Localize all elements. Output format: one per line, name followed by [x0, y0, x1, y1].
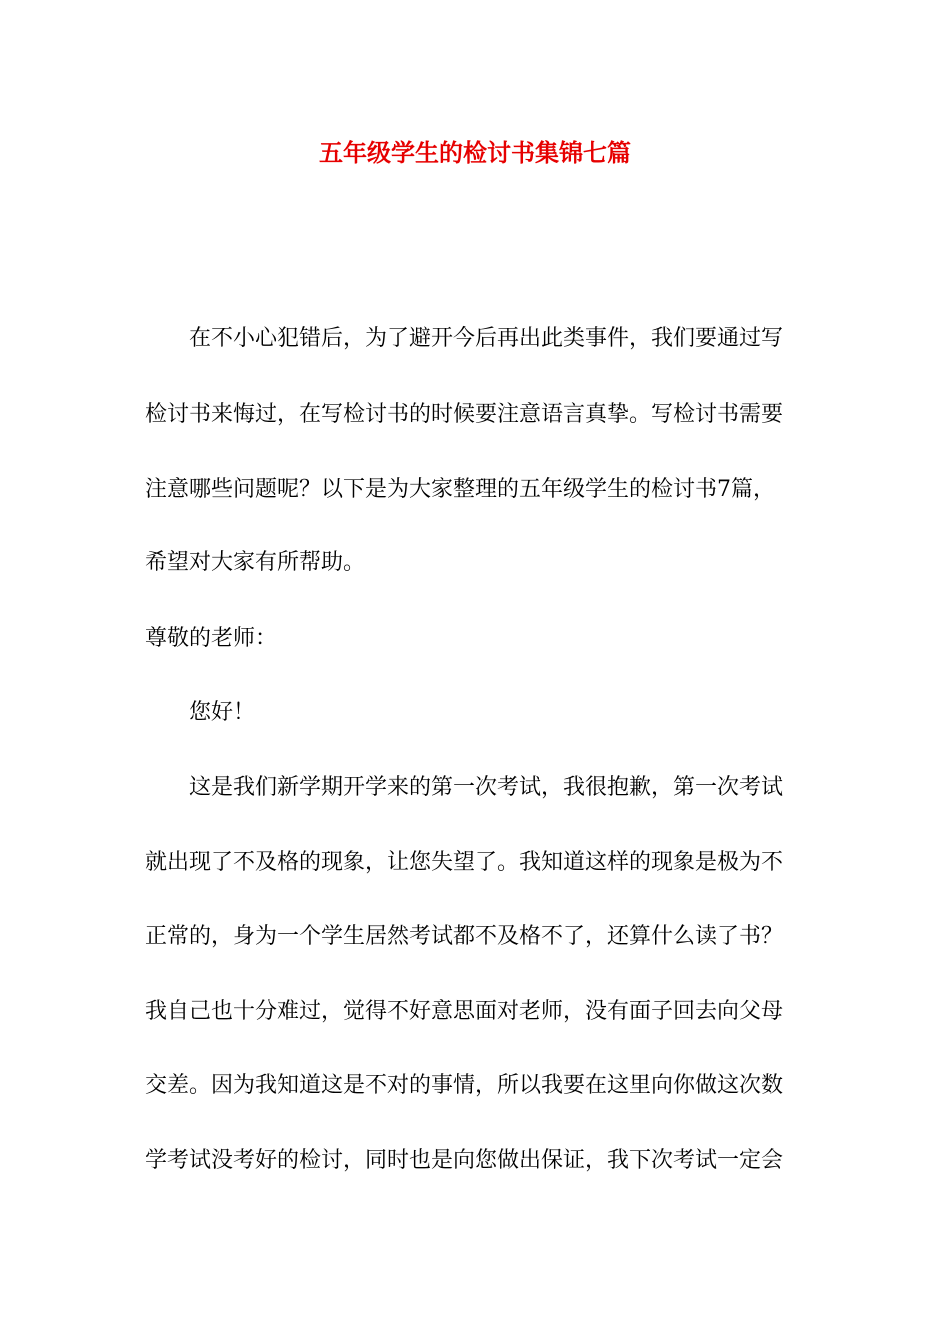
paragraph-line: 交差。因为我知道这是不对的事情，所以我要在这里向你做这次数 [145, 1073, 784, 1098]
paragraph-line: 在不小心犯错后，为了避开今后再出此类事件，我们要通过写 [189, 326, 784, 351]
paragraph-line: 注意哪些问题呢？以下是为大家整理的五年级学生的检讨书7篇， [145, 477, 775, 502]
paragraph-line: 我自己也十分难过，觉得不好意思面对老师，没有面子回去向父母 [145, 999, 784, 1024]
paragraph-line: 学考试没考好的检讨，同时也是向您做出保证，我下次考试一定会 [145, 1148, 784, 1173]
salutation-line: 尊敬的老师： [145, 626, 278, 651]
greeting-line: 您好！ [189, 700, 256, 725]
paragraph-line: 这是我们新学期开学来的第一次考试，我很抱歉，第一次考试 [189, 775, 784, 800]
paragraph-line: 希望对大家有所帮助。 [145, 550, 366, 575]
paragraph-line: 就出现了不及格的现象，让您失望了。我知道这样的现象是极为不 [145, 850, 784, 875]
paragraph-line: 正常的，身为一个学生居然考试都不及格不了，还算什么读了书？ [145, 924, 784, 949]
document-title: 五年级学生的检讨书集锦七篇 [319, 138, 631, 167]
paragraph-line: 检讨书来悔过，在写检讨书的时候要注意语言真挚。写检讨书需要 [145, 402, 784, 427]
